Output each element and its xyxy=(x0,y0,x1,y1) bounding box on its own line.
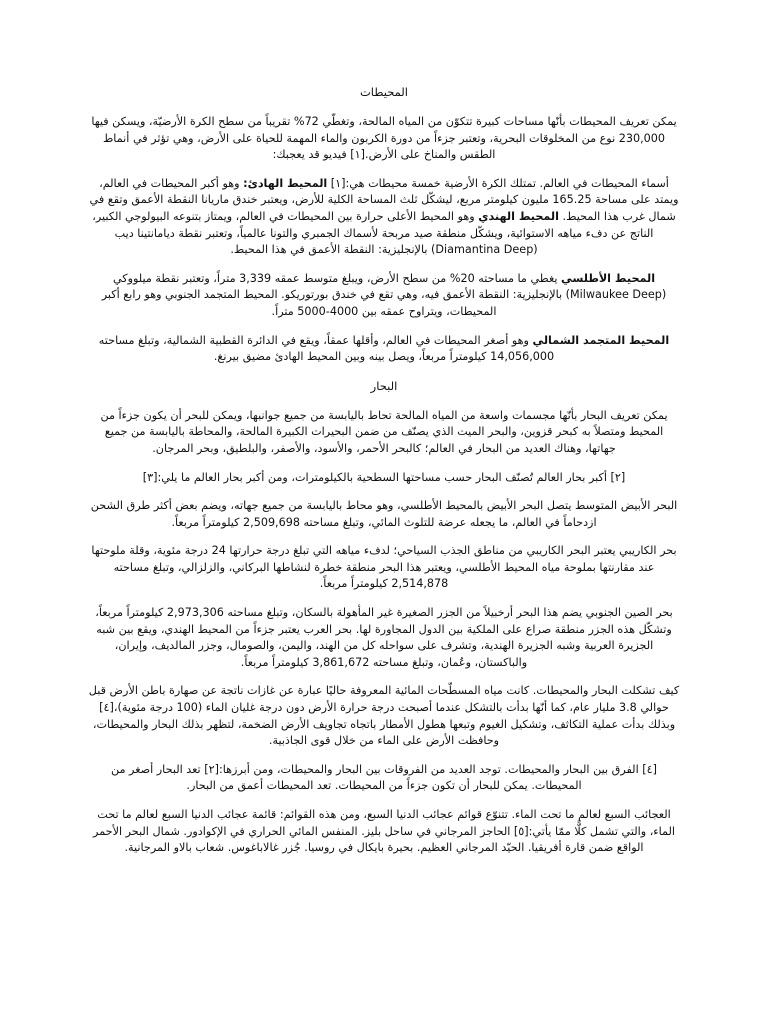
differences-paragraph: [٤] الفرق بين البحار والمحيطات. توجد العديد من الفروقات بين البحار والمحيطات، ومن أبرزها:[٢] تعد البحار أصغر من المحيطات. يمكن للبحار أن تكون جزءاً من المحيطات. تعد المحيطات أعمق من البحار. xyxy=(110,762,657,793)
section-title-seas: البحار xyxy=(370,378,398,393)
oceans-intro-text: أسماء المحيطات في العالم. تمتلك الكرة الأرضية خمسة محيطات هي:[١] xyxy=(327,176,669,190)
pacific-heading: المحيط الهادئ: xyxy=(243,176,328,190)
arctic-text: وهو أصغر المحيطات في العالم، وأقلها عمقاً، ويقع في الدائرة القطبية الشمالية، وتبلغ مساحته 14,056,000 كيلومتراً مربعاً، ويصل بينه وبين المحيط الهادئ مضيق بيرنغ. xyxy=(98,333,555,364)
intro-paragraph: يمكن تعريف المحيطات بأنّها مساحات كبيرة تتكوّن من المياه المالحة، وتغطّي 72% تقريباً من سطح الكرة الأرضيّة، ويسكن فيها 230,000 نوع من المخلوقات البحرية، وتعتبر جزءاً من دورة الكربون والماء المهمة للحياة على الأرض، وهي تؤثر في أنماط الطقس والمناخ على الأرض.[١] فيديو قد يعجبك: xyxy=(91,115,677,162)
seas-definition-paragraph: يمكن تعريف البحار بأنّها مجسمات واسعة من المياه المالحة تحاط باليابسة من جميع جوانبها، ويمكن للبحر أن يكون جزءاً من المحيط ومتصلاً به كبحر قزوين، والبحر الميت الذي يصنّف من ضمن البحيرات الكبيرة المالحة، والمحاطة باليابسة من جميع جهاتها، وهناك العديد من البحار في العالم؛ كالبحر الأحمر، والأسود، والأصفر، والبلطيق، وبحر المرجان. xyxy=(100,408,668,455)
largest-seas-paragraph: [٢] أكبر بحار العالم تُصنّف البحار حسب مساحتها السطحية بالكيلومترات، ومن أكبر بحار العالم ما يلي:[٣] xyxy=(142,470,626,484)
mediterranean-paragraph: البحر الأبيض المتوسط يتصل البحر الأبيض بالمحيط الأطلسي، وهو محاط باليابسة من جميع جهاته، ويضم بعض أكثر طرق الشحن ازدحاماً في العالم، ما يجعله عرضة للتلوث المائي، وتبلغ مساحته 2,509,698 كيلومتراً مربعاً. xyxy=(90,499,678,529)
atlantic-text: يغطي ما مساحته 20% من سطح الأرض، ويبلغ متوسط عمقه 3,339 متراً، وتعتبر نقطة ميلووكي (Milwaukee Deep) بالإنجليزية: النقطة الأعمق فيه، وهي تقع في خندق بورتوريكو. المحيط المتجمد الجنوبي وهو رابع أكبر المحيطات، ويتراوح عمقه بين 4000-5000 متراً. xyxy=(101,271,667,318)
indian-text: وهو المحيط الأعلى حرارة بين المحيطات في العالم، ويمتاز بتنوعه البيولوجي الكبير، الناتج عن دفء مياهه الاستوائية، ويشكّل منطقة صيد مربحة لأسماك الجمبري والتونا عالمياً، وتعتبر نقطة ديامانتينا ديب (Diamantina Deep) بالإنجليزية: النقطة الأعمق في هذا المحيط. xyxy=(92,209,654,257)
underwater-wonders-paragraph: العجائب السبع لعالم ما تحت الماء. تتنوّع قوائم عجائب الدنيا السبع، ومن هذه القوائم: قائمة عجائب الدنيا السبع لعالم ما تحت الماء، والتي تشمل كلًّا ممّا يأتي:[٥] الحاجز المرجاني في ساحل بليز. المنفس المائي الحراري في الإكوادور. شمال البحر الأحمر الواقع ضمن قارة أفريقيا. الحيّد المرجاني العظيم. بحيرة بايكال في روسيا. جُزر غالاباغوس. شعاب بالاو المرجانية. xyxy=(93,808,675,855)
oceans-names-paragraph xyxy=(88,176,680,259)
page-title: المحيطات xyxy=(359,85,408,99)
atlantic-heading: المحيط الأطلسي xyxy=(561,271,656,285)
formation-paragraph: كيف تشكلت البحار والمحيطات. كانت مياه المسطّحات المائية المعروفة حاليًا عبارة عن غازات ناتجة عن صهارة باطن الأرض قبل حوالي 3.8 مليار عام، كما أنّها بدأت بالتشكل عندما أصبحت درجة حرارة الأرض دون درجة غليان الماء (100 درجة مئوية)،[٤] وبذلك بدأت عملية التكاثف، وتشكيل الغيوم وتبعها هطول الأمطار باتجاه تجاويف الأرض الضخمة، لتظهر بذلك البحار والمحيطات، وحافظت الأرض على الماء من خلال قوى الجاذبية. xyxy=(88,684,680,748)
indian-heading: المحيط الهندي xyxy=(478,209,559,223)
south-china-sea-paragraph: بحر الصين الجنوبي يضم هذا البحر أرخبيلاً من الجزر الصغيرة غير المأهولة بالسكان، وتبلغ مساحته 2,973,306 كيلومتراً مربعاً، وتشكّل هذه الجزر منطقة صراع على الملكية بين الدول المجاورة لها. بحر العرب يعتبر جزءاً من المحيط الهندي، ويقع بين شبه الجزيرة العربية وشبه الجزيرة الهندية، وتشرف على سواحله كل من الهند، واليمن، والصومال، وجزر المالديف، وإيران، والباكستان، وعُمان، وتبلغ مساحته 3,861,672 كيلومتراً مربعاً. xyxy=(95,606,673,669)
arctic-paragraph xyxy=(88,333,680,366)
caribbean-paragraph: بحر الكاريبي يعتبر البحر الكاريبي من مناطق الجذب السياحي؛ لدفء مياهه التي تبلغ درجة حرارتها 24 درجة مئوية، وقلة ملوحتها عند مقارنتها بملوحة مياه المحيط الأطلسي، ويعتبر هذا البحر منطقة خطرة لنشاطها البركاني، والزلزالي، وتبلغ مساحته 2,514,878 كيلومتراً مربعاً. xyxy=(91,544,677,591)
arctic-heading: المحيط المتجمد الشمالي xyxy=(532,333,670,347)
pacific-text: وهو أكبر المحيطات في العالم، ويمتد على مساحة 165.25 مليون كيلومتر مربع، ليشكّل ثلث المساحة الكلية للأرض، ويعتبر خندق ماريانا النقطة الأعمق وتقع في شمال غرب هذا المحيط. xyxy=(89,176,679,223)
atlantic-paragraph xyxy=(88,271,680,321)
